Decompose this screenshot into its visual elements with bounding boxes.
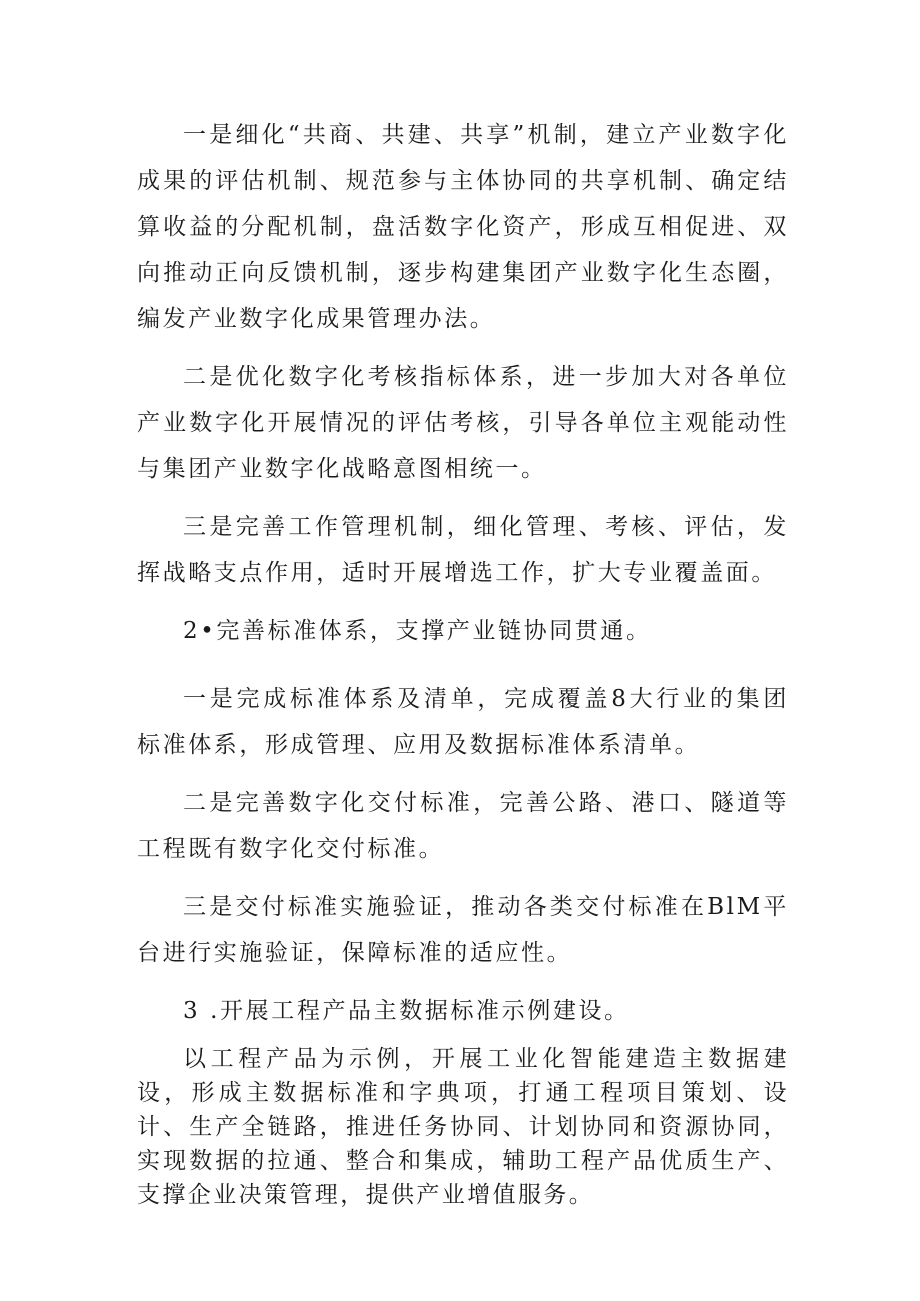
paragraph-standard-system: 一是完成标准体系及清单，完成覆盖8大行业的集团标准体系，形成管理、应用及数据标准体系清单。	[137, 686, 789, 758]
paragraph-assessment: 二是优化数字化考核指标体系，进一步加大对各单位产业数字化开展情况的评估考核，引导各单位主观能动性与集团产业数字化战略意图相统一。	[137, 364, 789, 482]
section-heading-2: 2•完善标准体系，支撑产业链协同贯通。	[183, 618, 652, 644]
document-page	[137, 112, 789, 1212]
paragraph-master-data: 以工程产品为示例，开展工业化智能建造主数据建设，形成主数据标准和字典项，打通工程项目策划、设计、生产全链路，推进任务协同、计划协同和资源协同，实现数据的拉通、整合和集成，辅助工程产品优质生产、支撑企业决策管理，提供产业增值服务。	[137, 1046, 789, 1208]
paragraph-verification: 三是交付标准实施验证，推动各类交付标准在BlM平台进行实施验证，保障标准的适应性。	[137, 894, 789, 966]
paragraph-delivery-standard: 二是完善数字化交付标准，完善公路、港口、隧道等工程既有数字化交付标准。	[137, 790, 789, 862]
paragraph-management: 三是完善工作管理机制，细化管理、考核、评估，发挥战略支点作用，适时开展增选工作，扩大专业覆盖面。	[137, 514, 789, 586]
section-heading-3: 3 .开展工程产品主数据标准示例建设。	[183, 998, 630, 1024]
paragraph-mechanism: 一是细化“共商、共建、共享”机制，建立产业数字化成果的评估机制、规范参与主体协同的共享机制、确定结算收益的分配机制，盘活数字化资产，形成互相促进、双向推动正向反馈机制，逐步构建集团产业数字化生态圈，编发产业数字化成果管理办法。	[137, 122, 789, 332]
